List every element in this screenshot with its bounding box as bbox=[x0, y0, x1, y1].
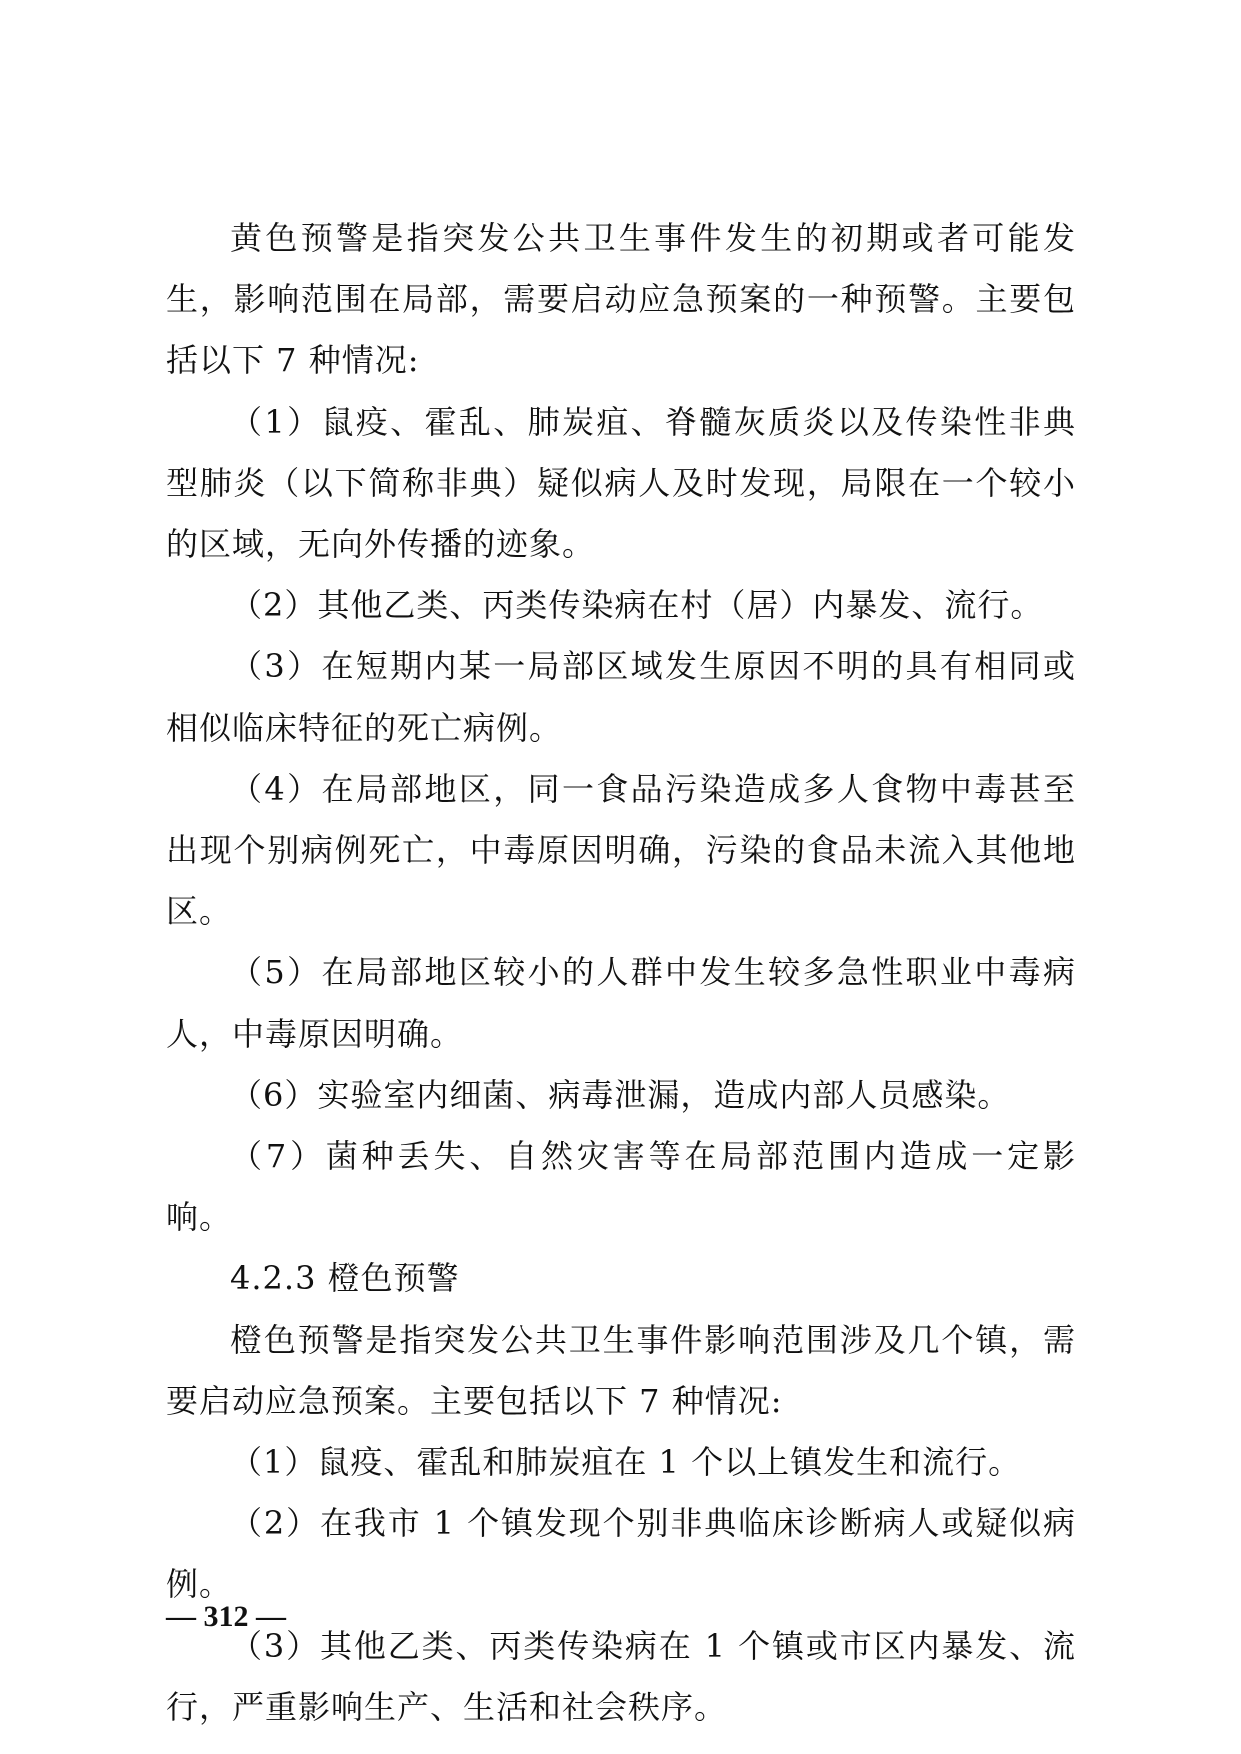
orange-warning-item-1: （1）鼠疫、霍乱和肺炭疽在 1 个以上镇发生和流行。 bbox=[230, 1443, 1022, 1482]
orange-warning-intro: 橙色预警是指突发公共卫生事件影响范围涉及几个镇，需要启动应急预案。主要包括以下 7 种情况: bbox=[166, 1320, 1076, 1420]
yellow-warning-item-5: （5）在局部地区较小的人群中发生较多急性职业中毒病人，中毒原因明确。 bbox=[166, 953, 1076, 1053]
orange-warning-item-2: （2）在我市 1 个镇发现个别非典临床诊断病人或疑似病例。 bbox=[166, 1504, 1076, 1604]
yellow-warning-item-7: （7）菌种丢失、自然灾害等在局部范围内造成一定影响。 bbox=[166, 1137, 1076, 1237]
yellow-warning-intro: 黄色预警是指突发公共卫生事件发生的初期或者可能发生，影响范围在局部，需要启动应急预案的一种预警。主要包括以下 7 种情况: bbox=[166, 219, 1076, 380]
yellow-warning-item-1: （1）鼠疫、霍乱、肺炭疽、脊髓灰质炎以及传染性非典型肺炎（以下简称非典）疑似病人及时发现，局限在一个较小的区域，无向外传播的迹象。 bbox=[166, 402, 1076, 564]
yellow-warning-item-6: （6）实验室内细菌、病毒泄漏，造成内部人员感染。 bbox=[230, 1075, 1011, 1114]
document-body bbox=[166, 208, 1076, 1738]
yellow-warning-item-3: （3）在短期内某一局部区域发生原因不明的具有相同或相似临床特征的死亡病例。 bbox=[166, 647, 1076, 747]
yellow-warning-item-2: （2）其他乙类、丙类传染病在村（居）内暴发、流行。 bbox=[230, 586, 1044, 625]
orange-warning-item-3: （3）其他乙类、丙类传染病在 1 个镇或市区内暴发、流行，严重影响生产、生活和社会秩序。 bbox=[166, 1626, 1076, 1726]
section-heading-orange-warning: 4.2.3 橙色预警 bbox=[230, 1259, 460, 1298]
yellow-warning-item-4: （4）在局部地区，同一食品污染造成多人食物中毒甚至出现个别病例死亡，中毒原因明确，污染的食品未流入其他地区。 bbox=[166, 769, 1076, 931]
page-number: — 312 — bbox=[166, 1600, 286, 1633]
